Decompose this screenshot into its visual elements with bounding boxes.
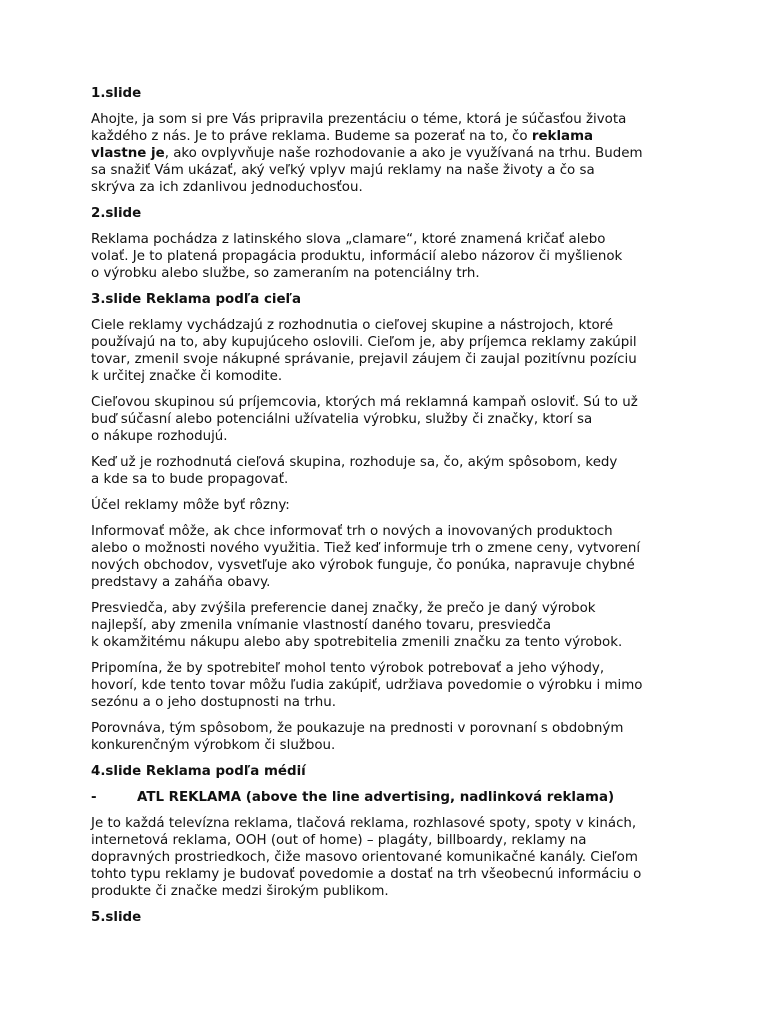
paragraph-persuade xyxy=(91,600,691,651)
paragraph-target-group xyxy=(91,394,691,445)
text-line: Je to každá televízna reklama, tlačová reklama, rozhlasové spoty, spoty v kinách, xyxy=(91,816,637,831)
section-heading-slide-1: 1.slide xyxy=(91,86,142,101)
text-line: o výrobku alebo službe, so zameraním na potenciálny trh. xyxy=(91,266,480,281)
text-line: Ahojte, ja som si pre Vás pripravila prezentáciu o téme, ktorá je súčasťou života xyxy=(91,112,627,127)
text-line: k určitej značke či komodite. xyxy=(91,369,283,384)
paragraph-definition xyxy=(91,231,691,282)
text-line: používajú na to, aby kupujúceho oslovili. Cieľom je, aby príjemca reklamy zakúpil xyxy=(91,335,637,350)
text-line: tohto typu reklamy je budovať povedomie a dostať na trh všeobecnú informáciu o xyxy=(91,867,642,882)
text-line xyxy=(91,145,691,162)
text-line: nových obchodov, vysvetľuje ako výrobok funguje, čo ponúka, napravuje chybné xyxy=(91,558,635,573)
section-heading-slide-3: 3.slide Reklama podľa cieľa xyxy=(91,292,302,307)
text-line: sa snažiť Vám ukázať, aký veľký vplyv majú reklamy na naše životy a čo sa xyxy=(91,163,595,178)
text-line: Reklama pochádza z latinského slova „clamare“, ktoré znamená kričať alebo xyxy=(91,232,606,247)
paragraph-goals xyxy=(91,317,691,385)
text-line: konkurenčným výrobkom či službou. xyxy=(91,738,336,753)
text-line: a kde sa to bude propagovať. xyxy=(91,472,289,487)
section-heading-slide-4: 4.slide Reklama podľa médií xyxy=(91,764,306,779)
text-line: produkte či značke medzi širokým publikom. xyxy=(91,884,389,899)
text-line: tovar, zmenil svoje nákupné správanie, prejavil záujem či zaujal pozitívnu pozíciu xyxy=(91,352,637,367)
section-heading-slide-2: 2.slide xyxy=(91,206,142,221)
paragraph-decision xyxy=(91,454,691,488)
text-line: buď súčasní alebo potenciálni užívatelia výrobku, služby či značky, ktorí sa xyxy=(91,412,593,427)
text-line: Cieľovou skupinou sú príjemcovia, ktorých má reklamná kampaň osloviť. Sú to už xyxy=(91,395,638,410)
text-line: dopravných prostriedkoch, čiže masovo orientované komunikačné kanály. Cieľom xyxy=(91,850,638,865)
text-line: Účel reklamy môže byť rôzny: xyxy=(91,498,290,513)
paragraph-atl xyxy=(91,815,691,900)
text-line: k okamžitému nákupu alebo aby spotrebitelia zmenili značku za tento výrobok. xyxy=(91,635,623,650)
text-line: Ciele reklamy vychádzajú z rozhodnutia o cieľovej skupine a nástrojoch, ktoré xyxy=(91,318,614,333)
text-line: predstavy a zaháňa obavy. xyxy=(91,575,271,590)
text-line: internetová reklama, OOH (out of home) – plagáty, billboardy, reklamy na xyxy=(91,833,587,848)
text-line: o nákupe rozhodujú. xyxy=(91,429,228,444)
text-line: sezónu a o jeho dostupnosti na trhu. xyxy=(91,695,336,710)
paragraph-inform xyxy=(91,523,691,591)
text-line xyxy=(91,128,691,145)
bold-text-run: vlastne je xyxy=(91,146,165,161)
text-line: hovorí, kde tento tovar môžu ľudia zakúpiť, udržiava povedomie o výrobku i mimo xyxy=(91,678,643,693)
paragraph-remind xyxy=(91,660,691,711)
text-run: , ako ovplyvňuje naše rozhodovanie a ako je využívaná na trhu. Budem xyxy=(164,146,643,161)
paragraph-compare xyxy=(91,720,691,754)
document-page xyxy=(91,85,691,935)
list-dash: - xyxy=(91,790,97,805)
text-line: Porovnáva, tým spôsobom, že poukazuje na prednosti v porovnaní s obdobným xyxy=(91,721,624,736)
section-heading-slide-5: 5.slide xyxy=(91,910,142,925)
paragraph-purpose xyxy=(91,497,691,514)
text-line: alebo o možnosti nového využitia. Tiež keď informuje trh o zmene ceny, vytvorení xyxy=(91,541,641,556)
text-line: Pripomína, že by spotrebiteľ mohol tento výrobok potrebovať a jeho výhody, xyxy=(91,661,605,676)
list-item-atl xyxy=(91,789,691,806)
paragraph-intro xyxy=(91,111,691,196)
text-line: najlepší, aby zmenila vnímanie vlastností daného tovaru, presviedča xyxy=(91,618,552,633)
text-line: Presviedča, aby zvýšila preferencie danej značky, že prečo je daný výrobok xyxy=(91,601,596,616)
bold-text-run: reklama xyxy=(531,129,594,144)
text-line: skrýva za ich zdanlivou jednoduchosťou. xyxy=(91,180,363,195)
text-line: volať. Je to platená propagácia produktu, informácií alebo názorov či myšlienok xyxy=(91,249,623,264)
list-item-label: ATL REKLAMA (above the line advertising, nadlinková reklama) xyxy=(137,790,615,805)
text-line: Keď už je rozhodnutá cieľová skupina, rozhoduje sa, čo, akým spôsobom, kedy xyxy=(91,455,618,470)
text-line: Informovať môže, ak chce informovať trh o nových a inovovaných produktoch xyxy=(91,524,613,539)
text-run: každého z nás. Je to práve reklama. Budeme sa pozerať na to, čo xyxy=(91,129,532,144)
